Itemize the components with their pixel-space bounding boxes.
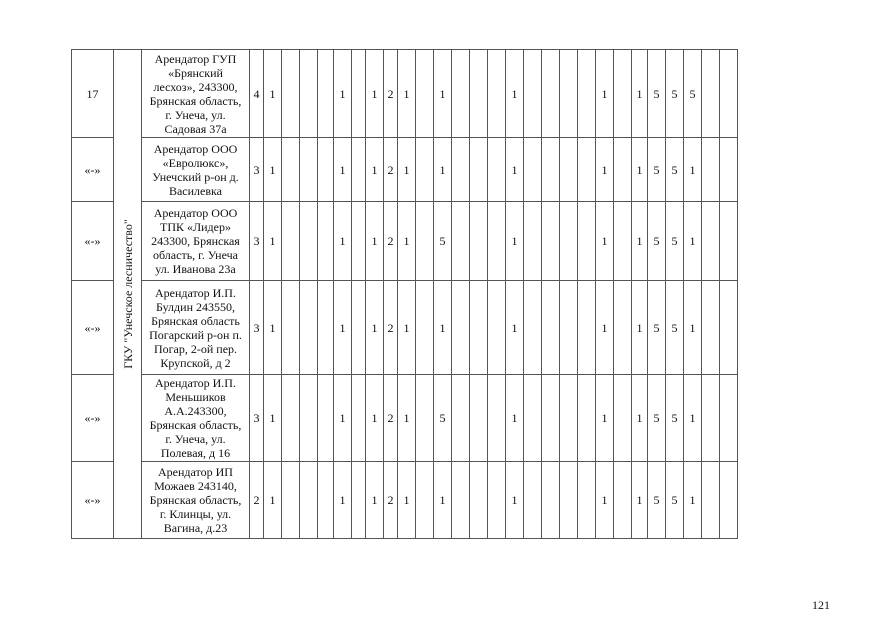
- table-cell: 1: [264, 281, 282, 375]
- table-row: [72, 281, 738, 375]
- table-cell: [416, 202, 434, 281]
- table-cell: [488, 202, 506, 281]
- table-cell: [578, 281, 596, 375]
- table-cell: 1: [596, 50, 614, 138]
- table-cell: 3: [250, 138, 264, 202]
- table-cell: 5: [434, 375, 452, 462]
- table-cell: [488, 462, 506, 539]
- table-cell: [318, 50, 334, 138]
- table-cell: 1: [632, 375, 648, 462]
- table-cell: [560, 281, 578, 375]
- table-cell: 1: [506, 375, 524, 462]
- table-cell: 1: [684, 375, 702, 462]
- tenant-address-line: Погарский р-он п.: [149, 327, 242, 342]
- table-cell: [720, 202, 738, 281]
- table-cell: 5: [666, 281, 684, 375]
- table-cell: 1: [596, 281, 614, 375]
- tenant-address-line: Арендатор И.П.: [155, 376, 236, 390]
- table-cell: [702, 50, 720, 138]
- table-cell: 3: [250, 281, 264, 375]
- table-cell: 1: [264, 375, 282, 462]
- table-cell: [702, 138, 720, 202]
- table-cell: 1: [632, 462, 648, 539]
- table-cell: 1: [632, 50, 648, 138]
- table-cell: [702, 375, 720, 462]
- table-cell: [470, 375, 488, 462]
- table-cell: [542, 50, 560, 138]
- table-cell: 1: [334, 375, 352, 462]
- tenant-address-line: 243300, Брянская: [151, 234, 240, 248]
- table-cell: [488, 281, 506, 375]
- table-cell: 3: [250, 375, 264, 462]
- tenant-address-line: Арендатор И.П.: [155, 285, 236, 300]
- table-cell: 2: [384, 50, 398, 138]
- forestry-table: [71, 49, 738, 539]
- table-cell: [720, 462, 738, 539]
- table-cell: [282, 50, 300, 138]
- table-cell: [416, 50, 434, 138]
- table-cell: 1: [398, 138, 416, 202]
- table-row: [72, 138, 738, 202]
- tenant-address-line: Крупской, д 2: [160, 355, 231, 370]
- table-row: [72, 462, 738, 539]
- table-cell: 5: [648, 138, 666, 202]
- table-cell: 4: [250, 50, 264, 138]
- table-cell: 1: [264, 138, 282, 202]
- tenant-address-line: А.А.243300,: [164, 404, 227, 418]
- table-cell: 1: [684, 138, 702, 202]
- table-cell: 2: [384, 375, 398, 462]
- table-cell: [542, 375, 560, 462]
- tenant-address: [142, 202, 250, 281]
- table-cell: [352, 462, 366, 539]
- table-cell: [488, 138, 506, 202]
- table-cell: 3: [250, 202, 264, 281]
- table-cell: 1: [632, 281, 648, 375]
- table-cell: 5: [648, 462, 666, 539]
- table-cell: [614, 138, 632, 202]
- table-cell: [560, 375, 578, 462]
- table-cell: 5: [666, 50, 684, 138]
- table-cell: [352, 138, 366, 202]
- table-cell: [470, 138, 488, 202]
- table-cell: 2: [250, 462, 264, 539]
- table-cell: [452, 138, 470, 202]
- table-cell: 2: [384, 202, 398, 281]
- table-cell: [452, 281, 470, 375]
- table-cell: [542, 202, 560, 281]
- table-cell: 1: [366, 138, 384, 202]
- tenant-address-line: г. Унеча, ул.: [165, 432, 226, 446]
- table-cell: [524, 281, 542, 375]
- table-cell: 1: [434, 462, 452, 539]
- table-cell: [542, 138, 560, 202]
- table-cell: [578, 50, 596, 138]
- tenant-address-line: Арендатор ООО: [153, 206, 238, 220]
- table-cell: 5: [666, 138, 684, 202]
- table-cell: 1: [632, 138, 648, 202]
- table-cell: 5: [648, 281, 666, 375]
- table-cell: [488, 375, 506, 462]
- tenant-address-line: Брянская область,: [149, 418, 242, 432]
- table-cell: [452, 462, 470, 539]
- table-cell: 2: [384, 138, 398, 202]
- table-cell: [524, 138, 542, 202]
- table-cell: [282, 375, 300, 462]
- table-cell: [416, 375, 434, 462]
- table-cell: 1: [334, 202, 352, 281]
- table-cell: [524, 462, 542, 539]
- table-cell: 2: [384, 462, 398, 539]
- tenant-address-line: Арендатор ИП: [158, 465, 233, 479]
- table-cell: [452, 202, 470, 281]
- table-cell: [282, 138, 300, 202]
- table-cell: [578, 375, 596, 462]
- table-cell: [614, 462, 632, 539]
- table-cell: 1: [398, 375, 416, 462]
- table-cell: [470, 50, 488, 138]
- table-cell: [524, 202, 542, 281]
- row-number: «-»: [72, 281, 114, 375]
- table-cell: [452, 375, 470, 462]
- table-cell: [560, 462, 578, 539]
- tenant-address-line: Брянская область: [151, 313, 240, 328]
- table-cell: 1: [366, 202, 384, 281]
- table-cell: [524, 50, 542, 138]
- table-cell: 1: [434, 281, 452, 375]
- table-cell: 5: [666, 375, 684, 462]
- table-cell: 1: [366, 50, 384, 138]
- table-cell: [318, 462, 334, 539]
- table-cell: [300, 50, 318, 138]
- table-cell: 1: [434, 50, 452, 138]
- tenant-address-line: Брянская область,: [149, 493, 242, 507]
- tenant-address-line: Брянская область,: [149, 93, 242, 108]
- tenant-address-line: область, г. Унеча: [153, 248, 238, 262]
- tenant-address-line: Можаев 243140,: [154, 479, 237, 493]
- table-cell: 1: [264, 462, 282, 539]
- tenant-address: [142, 462, 250, 539]
- tenant-address-line: Полевая, д 16: [160, 446, 231, 460]
- tenant-address-line: Арендатор ГУП: [154, 51, 237, 66]
- table-cell: 5: [648, 50, 666, 138]
- tenant-address-line: Арендатор ООО: [153, 141, 238, 156]
- tenant-address-line: Меньшиков: [165, 390, 226, 404]
- table-cell: [416, 462, 434, 539]
- table-cell: 1: [398, 281, 416, 375]
- table-cell: 1: [596, 202, 614, 281]
- table-cell: 1: [506, 202, 524, 281]
- table-cell: 5: [666, 202, 684, 281]
- table-row: [72, 202, 738, 281]
- table-cell: [352, 375, 366, 462]
- table-cell: [318, 375, 334, 462]
- tenant-address-line: Садовая 37а: [164, 121, 227, 136]
- table-cell: 1: [398, 50, 416, 138]
- table-cell: [318, 202, 334, 281]
- table-cell: 1: [366, 281, 384, 375]
- table-cell: [318, 138, 334, 202]
- row-number: «-»: [72, 138, 114, 202]
- table-cell: 1: [506, 50, 524, 138]
- table-cell: 1: [398, 462, 416, 539]
- tenant-address-line: Унечский р-он д.: [152, 169, 239, 184]
- table-cell: 1: [366, 375, 384, 462]
- table-cell: 5: [684, 50, 702, 138]
- table-cell: [452, 50, 470, 138]
- table-cell: [720, 281, 738, 375]
- table-cell: [560, 50, 578, 138]
- table-cell: [720, 50, 738, 138]
- table-cell: 1: [596, 375, 614, 462]
- table-cell: 1: [366, 462, 384, 539]
- tenant-address: [142, 50, 250, 138]
- table-cell: [416, 281, 434, 375]
- table-cell: [300, 462, 318, 539]
- table-cell: 5: [648, 202, 666, 281]
- table-cell: [542, 281, 560, 375]
- table-cell: 1: [334, 138, 352, 202]
- tenant-address-line: Василевка: [168, 183, 223, 198]
- table-cell: [300, 375, 318, 462]
- table-cell: 1: [398, 202, 416, 281]
- tenant-address-line: «Брянский: [168, 65, 223, 80]
- table-cell: [614, 281, 632, 375]
- table-cell: [578, 138, 596, 202]
- table-cell: 1: [264, 202, 282, 281]
- table-cell: 1: [434, 138, 452, 202]
- tenant-address-line: Вагина, д.23: [163, 521, 228, 535]
- table-cell: [702, 202, 720, 281]
- table-cell: [300, 281, 318, 375]
- table-row: [72, 375, 738, 462]
- table-cell: 5: [666, 462, 684, 539]
- tenant-address-line: Булдин 243550,: [155, 299, 235, 314]
- tenant-address-line: «Евролюкс»,: [162, 155, 229, 170]
- table-cell: [300, 138, 318, 202]
- table-cell: [470, 202, 488, 281]
- table-row: [72, 50, 738, 138]
- table-cell: [524, 375, 542, 462]
- tenant-address: [142, 281, 250, 375]
- table-cell: 1: [334, 50, 352, 138]
- tenant-address-line: Погар, 2-ой пер.: [153, 341, 238, 356]
- table-cell: [578, 202, 596, 281]
- row-number: «-»: [72, 462, 114, 539]
- table-cell: [300, 202, 318, 281]
- row-number: «-»: [72, 202, 114, 281]
- row-number: 17: [72, 50, 114, 138]
- table-cell: 1: [596, 138, 614, 202]
- tenant-address-line: ул. Иванова 23а: [155, 262, 236, 276]
- tenant-address: [142, 138, 250, 202]
- table-cell: [488, 50, 506, 138]
- page-number: 121: [812, 598, 830, 612]
- tenant-address-line: г. Клинцы, ул.: [159, 507, 232, 521]
- table-cell: 1: [506, 138, 524, 202]
- table-cell: 1: [506, 281, 524, 375]
- table-cell: [702, 462, 720, 539]
- row-number: «-»: [72, 375, 114, 462]
- table-cell: 1: [684, 281, 702, 375]
- table-cell: 1: [334, 462, 352, 539]
- table-cell: 5: [648, 375, 666, 462]
- table-cell: [614, 375, 632, 462]
- table-cell: [352, 281, 366, 375]
- table-cell: 1: [684, 202, 702, 281]
- table-cell: [282, 202, 300, 281]
- table-cell: 1: [264, 50, 282, 138]
- table-cell: [614, 202, 632, 281]
- table-cell: [578, 462, 596, 539]
- table-cell: [614, 50, 632, 138]
- forestry-label: ГКУ "Унечское лесничество": [120, 219, 135, 369]
- table-cell: [352, 50, 366, 138]
- table-cell: 1: [596, 462, 614, 539]
- table-cell: [702, 281, 720, 375]
- tenant-address-line: ТПК «Лидер»: [160, 220, 231, 234]
- table-cell: [352, 202, 366, 281]
- tenant-address-line: лесхоз», 243300,: [153, 79, 238, 94]
- table-cell: 1: [684, 462, 702, 539]
- table-cell: [282, 462, 300, 539]
- table-cell: [470, 281, 488, 375]
- tenant-address: [142, 375, 250, 462]
- table-cell: [416, 138, 434, 202]
- table-cell: [470, 462, 488, 539]
- table-cell: [560, 202, 578, 281]
- table-cell: [542, 462, 560, 539]
- table-cell: 1: [632, 202, 648, 281]
- table-cell: 1: [334, 281, 352, 375]
- table-cell: 5: [434, 202, 452, 281]
- table-cell: [720, 375, 738, 462]
- forestry-label-cell: [114, 50, 142, 539]
- table-cell: [318, 281, 334, 375]
- table-cell: [720, 138, 738, 202]
- table-cell: [560, 138, 578, 202]
- tenant-address-line: г. Унеча, ул.: [165, 107, 226, 122]
- table-cell: 1: [506, 462, 524, 539]
- table-cell: [282, 281, 300, 375]
- table-cell: 2: [384, 281, 398, 375]
